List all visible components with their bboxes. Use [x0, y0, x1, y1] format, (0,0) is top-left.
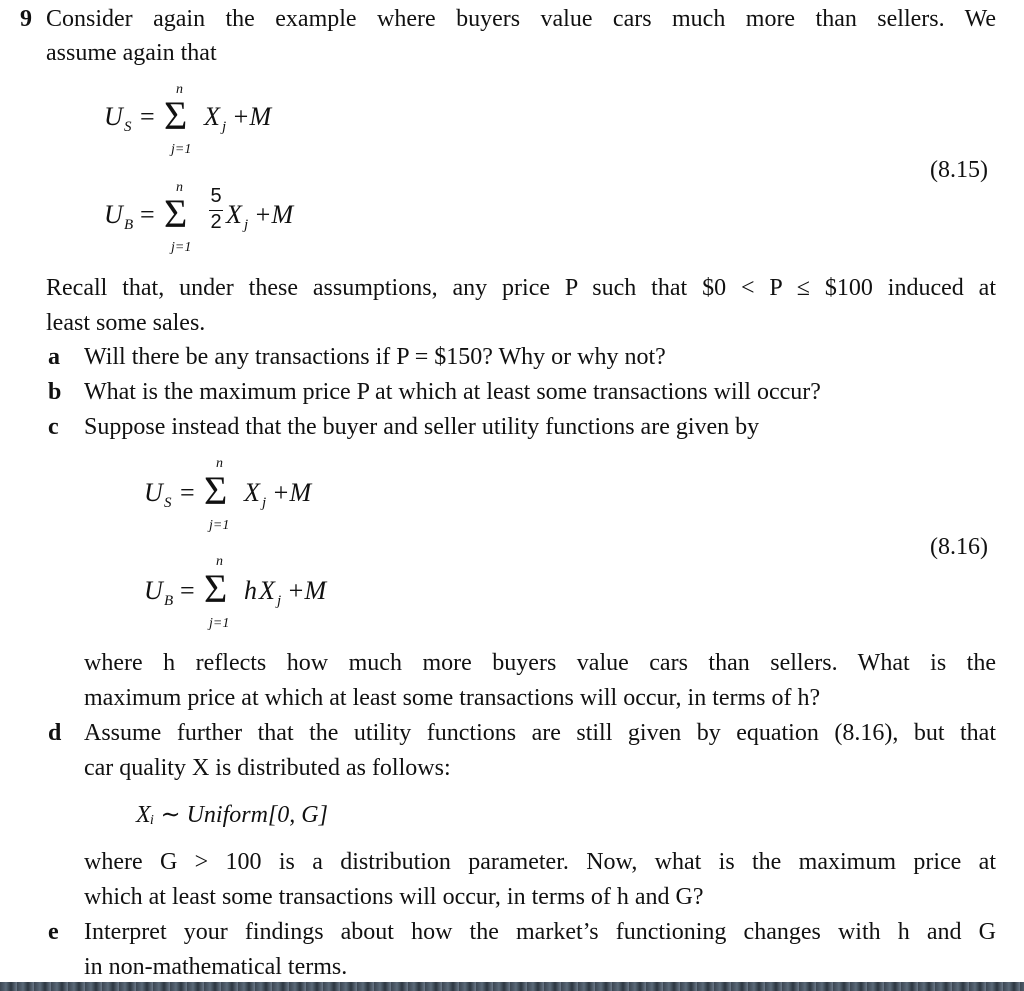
item-b-label: b	[48, 379, 62, 405]
item-b-text: What is the maximum price P at which at least some transactions will occur?	[84, 379, 821, 405]
equation-8-16: U S = n Σ j=1 X j +M U B = n Σ j=1 h X j +M	[144, 456, 327, 631]
item-d-after-line-1: where G > 100 is a distribution parameter. Now, what is the maximum price at	[84, 849, 996, 875]
item-c-text: Suppose instead that the buyer and seller utility functions are given by	[84, 414, 760, 440]
item-a-label: a	[48, 344, 60, 370]
item-d-after-line-2: which at least some transactions will occur, in terms of h and G?	[84, 884, 704, 910]
item-e-text-1: Interpret your findings about how the market’s functioning changes with h and G	[84, 919, 996, 945]
distribution-formula: Xᵢ ∼ Uniform[0, G]	[136, 802, 328, 828]
equation-8-15: U S = n Σ j=1 X j +M U B = n Σ j=1 5 2 X j +M	[104, 82, 294, 255]
intro-line-1: Consider again the example where buyers value cars much more than sellers. We	[46, 6, 996, 32]
equation-number-8-15: (8.15)	[930, 157, 988, 183]
item-c-after-line-1: where h reflects how much more buyers value cars than sellers. What is the	[84, 650, 996, 676]
intro-line-2: assume again that	[46, 40, 217, 66]
item-a-text: Will there be any transactions if P = $150? Why or why not?	[84, 344, 666, 370]
item-e-label: e	[48, 919, 59, 945]
recall-line-2: least some sales.	[46, 310, 206, 336]
bottom-edge-strip	[0, 982, 1024, 991]
problem-number: 9	[20, 6, 32, 32]
item-d-label: d	[48, 720, 62, 746]
equation-number-8-16: (8.16)	[930, 534, 988, 560]
item-d-text-1: Assume further that the utility functions are still given by equation (8.16), but that	[84, 720, 996, 746]
recall-line-1: Recall that, under these assumptions, any price P such that $0 < P ≤ $100 induced at	[46, 275, 996, 301]
item-d-text-2: car quality X is distributed as follows:	[84, 755, 451, 781]
item-c-label: c	[48, 414, 59, 440]
item-e-text-2: in non-mathematical terms.	[84, 954, 348, 980]
item-c-after-line-2: maximum price at which at least some transactions will occur, in terms of h?	[84, 685, 821, 711]
